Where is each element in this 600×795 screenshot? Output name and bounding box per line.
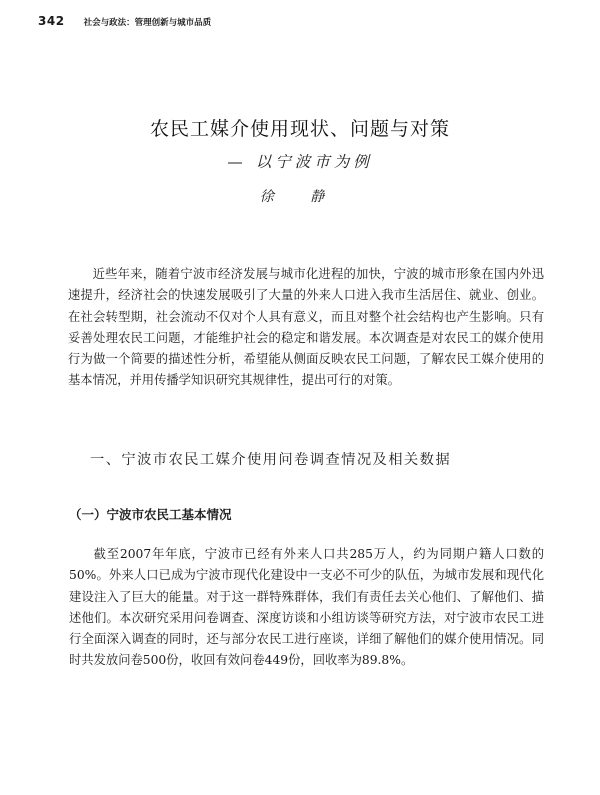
section-heading: 一、宁波市农民工媒介使用问卷调查情况及相关数据 <box>90 452 452 468</box>
author-name: 徐 静 <box>259 189 341 205</box>
article-title: 农民工媒介使用现状、问题与对策 <box>149 118 450 140</box>
abstract-paragraph: 近些年来，随着宁波市经济发展与城市化进程的加快，宁波的城市形象在国内外迅速提升，经济社会的快速发展吸引了大量的外来人口进入我市生活居住、就业、创业。在社会转型期，社会流动不仅对个人具有意义，而且对整个社会结构也产生影响。只有妥善处理农民工问题，才能维护社会的稳定和谐发展。本次调查是对农民工的媒介使用行为做一个简要的描述性分析，希望能从侧面反映农民工问题，了解农民工媒介使用的基本情况，并用传播学知识研究其规律性，提出可行的对策。 <box>68 267 544 388</box>
subsection-heading: （一）宁波市农民工基本情况 <box>69 507 232 522</box>
article-subtitle: — 以宁波市为例 <box>227 153 373 171</box>
body-paragraph: 截至2007年年底，宁波市已经有外来人口共285万人，约为同期户籍人口数的50%。外来人口已成为宁波市现代化建设中一支必不可少的队伍，为城市发展和现代化建设注入了巨大的能量。对于这一群特殊群体，我们有责任去关心他们、了解他们、描述他们。本次研究采用问卷调查、深度访谈和小组访谈等研究方法，对宁波市农民工进行全面深入调查的同时，还与部分农民工进行座谈，详细了解他们的媒介使用情况。同时共发放问卷500份，收回有效问卷449份，回收率为89.8%。 <box>69 547 544 668</box>
page-number: 342 <box>38 14 65 28</box>
journal-name: 社会与政法：管理创新与城市品质 <box>83 18 212 28</box>
running-header <box>38 10 211 29</box>
